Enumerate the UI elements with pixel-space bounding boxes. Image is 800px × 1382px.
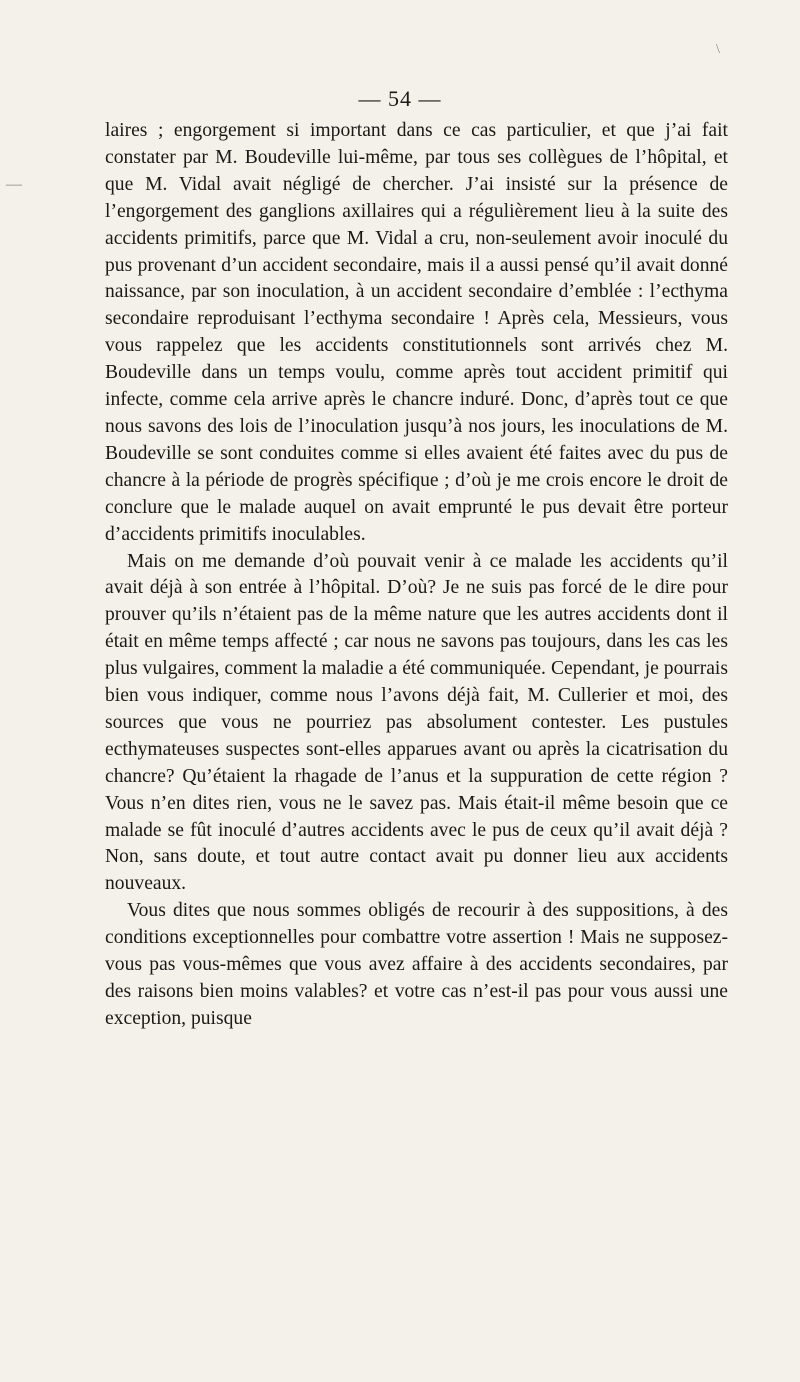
- paragraph-2: Mais on me demande d’où pouvait venir à ce malade les accidents qu’il avait déjà à son entrée à l’hôpital. D’où? Je ne suis pas forcé de le dire pour prouver qu’ils n’étaient pas de la même nature que les autres accidents dont il était en même temps affecté ; car nous ne savons pas toujours, dans les cas les plus vulgaires, comment la maladie a été communiquée. Cependant, je pourrais bien vous indiquer, comme nous l’avons déjà fait, M. Cullerier et moi, des sources que vous ne pourriez pas absolument contester. Les pustules ecthymateuses suspectes sont-elles apparues avant ou après la cicatrisation du chancre? Qu’étaient la rhagade de l’anus et la suppuration de cette région ? Vous n’en dites rien, vous ne le savez pas. Mais était-il même besoin que ce malade se fût inoculé d’autres accidents avec le pus de ceux qu’il avait déjà ? Non, sans doute, et tout autre contact avait pu donner lieu aux accidents nouveaux.: [105, 550, 728, 895]
- margin-mark: —: [6, 176, 22, 193]
- body-text: [105, 118, 728, 1033]
- page-number: — 54 —: [358, 86, 442, 111]
- paragraph-3: Vous dites que nous sommes obligés de recourir à des suppositions, à des conditions exceptionnelles pour combattre votre assertion ! Mais ne supposez-vous pas vous-mêmes que vous avez affaire à des accidents secondaires, par des raisons bien moins valables? et votre cas n’est-il pas pour vous aussi une exception, puisque: [105, 900, 728, 1029]
- paragraph-1: laires ; engorgement si important dans ce cas particulier, et que j’ai fait constater par M. Boudeville lui-même, par tous ses collègues de l’hôpital, et que M. Vidal avait négligé de chercher. J’ai insisté sur la présence de l’engorgement des ganglions axillaires qui a régulièrement lieu à la suite des accidents primitifs, parce que M. Vidal a cru, non-seulement avoir inoculé du pus provenant d’un accident secondaire, mais il a aussi pensé qu’il avait donné naissance, par son inoculation, à un accident secondaire d’emblée : l’ecthyma secondaire reproduisant l’ecthyma secondaire ! Après cela, Messieurs, vous vous rappelez que les accidents constitutionnels sont arrivés chez M. Boudeville dans un temps voulu, comme après tout accident primitif qui infecte, comme cela arrive après le chancre induré. Donc, d’après tout ce que nous savons des lois de l’inoculation jusqu’à nos jours, les inoculations de M. Boudeville se sont conduites comme si elles avaient été faites avec du pus de chancre à la période de progrès spécifique ; d’où je me crois encore le droit de conclure que le malade auquel on avait emprunté le pus devait être porteur d’accidents primitifs inoculables.: [105, 120, 728, 545]
- scan-speck: \: [716, 42, 720, 57]
